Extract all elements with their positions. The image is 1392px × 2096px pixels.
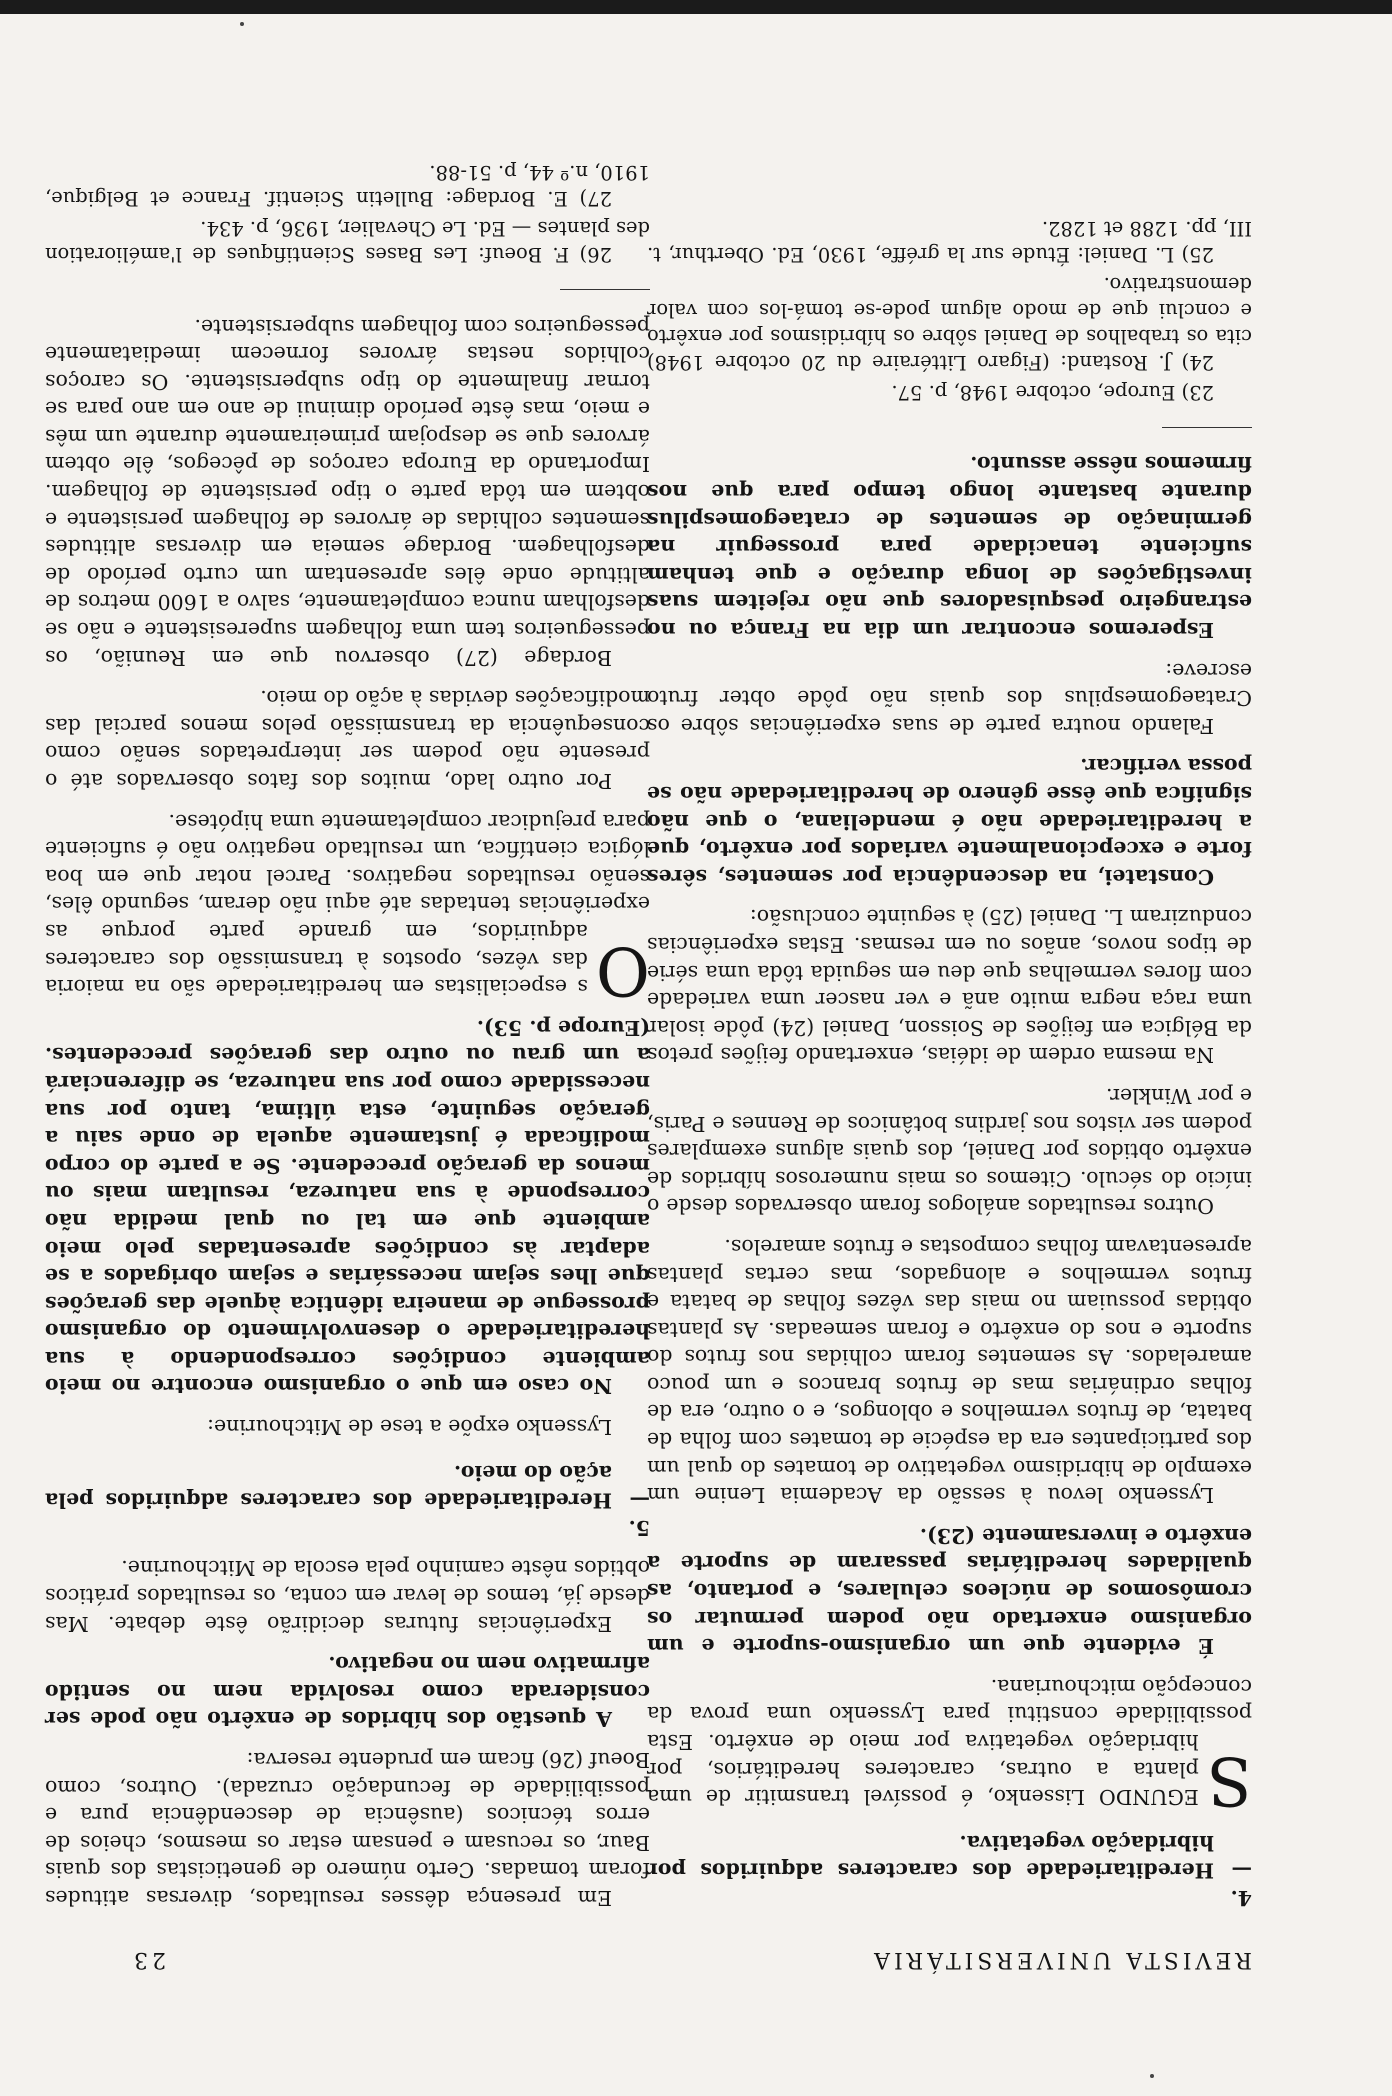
footnote-24: 24) J. Rostand: (Figaro Littéraire du 20 octobre 1948) cita os trabalhos de Daniel sôbre os híbridismos por enxêrto e conclui que de modo algum pode-se tomá-los com valor demonstrativo. — [647, 272, 1252, 374]
running-head — [130, 1942, 1252, 1972]
footnote-rule — [1162, 427, 1252, 428]
paragraph-bold: A questão dos híbridos de enxêrto não pode ser considerada como resolvida nem no sentido afirmativo nem no negativo. — [45, 1652, 650, 1732]
footnote-25: 25) L. Daniel: Étude sur la gréffe, 1930, Ed. Oberthur, t. III, pp. 1288 et 1282. — [647, 216, 1252, 266]
paragraph: Em presença dêsses resultados, diversas atitudes foram tomadas. Certo número de geneticistas dos quais Baur, os recusam e pensam estar os mesmos, cheios de erros técnicos (ausência de descendência pura e possibilidade de fecundação cruzada). Outros, como Boeuf (26) ficam em prudente reserva: — [45, 1748, 650, 1910]
drop-cap-o: O — [595, 932, 650, 1010]
section-5-heading — [45, 1458, 650, 1541]
paragraph: Na mesma ordem de idéias, enxertando feijões pretos da Bélgica em feijões de Soisson, Daniel (24) pôde isolar uma raça negra muito anã e ver nascer uma variedade com flores vermelhas que deu em seguida tôda uma série de tipos novos, anãos ou em resmas. Estas experiências conduziram L. Daniel (25) à seguinte conclusão: — [647, 905, 1252, 1068]
section-4-title: Hereditariedade dos caracteres adquiridos por hibridação vegetativa. — [647, 1830, 1214, 1883]
drop-cap-s: S — [1206, 1742, 1252, 1820]
paragraph: Por outro lado, muitos dos fatos observados até o presente não podem ser interpretados senão como consequência da transmissão pelos menos parcial das modificações devidas à ação do meio. — [45, 686, 650, 794]
right-column — [45, 155, 650, 1911]
paragraph: Bordage (27) observou que em Reunião, os pessegueiros tem uma folhagem superesistente e não se desfolham nunca completamente, salvo a 1600 metros de altitude onde êles apresentam um curto período de desfolhagem. Bordage semeia em diversas altitudes sementes colhidas de árvores de folhagem persistente e obtem em tôda parte o tipo persistente de folhagem. Importando da Europa caroços de pêcegos, êle obtem árvores que se despojam primeiramente durante um mês e meio, mas êste período diminui de ano em ano para se tornar finalmente do tipo subpersistente. Os caroços colhidos nestas árvores fornecem imediatamente pessegueiros com folhagem subpersistente. — [45, 314, 650, 670]
footnote-rule — [560, 289, 650, 290]
section-4-heading — [647, 1828, 1252, 1911]
paragraph-bold: É evidente que um organismo-suporte e um organismo enxertado não podem permutar os cromôsomos de núcleos celulares, e portanto, as qualidades hereditárias passaram de suporte a enxêrto e inversamente (23). — [647, 1523, 1252, 1659]
paragraph: Outros resultados análogos foram observados desde o início do século. Citemos os mais numerosos híbridos de enxêrto obtidos por Daniel, dos quais alguns exemplares podem ser vistos nos jardins botânicos de Rennes e Paris, e por Winkler. — [647, 1083, 1252, 1219]
paragraph-bold: No caso em que o organismo encontre no meio ambiente condições correspondendo à sua hereditariedade o desenvolvimento do organismo prossegue de maneira idêntica àquele das gerações que lhes sejam necessárias e sejam obrigados a se adaptar às condições apresentadas pelo meio ambiente que em tal ou qual medida não corresponde à sua natureza, resultam mais ou menos da geração precedente. Se a parte do corpo modificada é justamente aquela de onde saiu a geração seguinte, esta última, tanto por sua necessidade como por sua natureza, se diferenciará a um grau ou outro das gerações precedentes. (Europe p. 53). — [45, 1015, 650, 1399]
paragraph-bold: Esperemos encontrar um dia na França ou no estrangeiro pesquisadores que não rejeitem suas investigações de longa duração e que tenham suficiente tenacidade para prosseguir na germinação de sementes de crataegomespilus durante bastante longo tempo para que nos firmemos nêsse assunto. — [647, 452, 1252, 643]
paragraph: Experiências futuras decidirão êste debate. Mas desde já, temos de levar em conta, os resultados práticos obtidos nêste caminho pela escola de Mitchourine. — [45, 1556, 650, 1636]
paragraph: Falando noutra parte de suas experiências sôbre os Crataegomespilus dos quais não pôde obter fruto escreve: — [647, 658, 1252, 738]
paragraph: Lyssenko expõe a tese de Mitchourine: — [207, 1415, 612, 1440]
paragraph: S EGUNDO Lissenko, é possível transmitir de uma planta a outras, caracteres hereditários, por hibridação vegetativa por meio de enxêrto. Esta possibilidade constitui para Lyssenko uma prova da concepção mitchouriana. — [647, 1674, 1252, 1820]
footnote-27: 27) E. Bordage: Bulletin Scientif. France et Belgique, 1910, n.º 44, p. 51-88. — [45, 160, 650, 210]
page-number: 23 — [130, 1947, 166, 1972]
left-column — [647, 211, 1252, 1911]
footnote-23: 23) Europe, octobre 1948, p. 57. — [891, 380, 1214, 404]
paragraph: O s especialistas em hereditariedade são na maioria das vêzes, opostos à transmissão dos caracteres adquiridos, em grande parte porque as experiências tentadas até aqui não deram, segundo êles, senão resultados negativos. Parcel notar que em boa lógica científica, um resultado negativo não é suficiente para prejudicar completamente uma hipótese. — [45, 809, 650, 1010]
paragraph-bold: Constatei, na descendência por sementes, sêres forte e excepcionalmente variados por enxêrto, que a hereditariedade não é mendeliana, o que não significa que êsse gênero de hereditariedade não se possa verificar. — [647, 754, 1252, 889]
section-4-number: 4. — — [1230, 1858, 1252, 1910]
paragraph: Lyssenko levou à sessão da Academia Lenine um exemplo de hibridismo vegetativo de tomates do qual um dos participantes era da espécie de tomates com folha de batata, de frutos vermelhos e oblongos, e o outro, era de folhas ordinárias mas de frutos brancos e um pouco amarelados. As sementes foram colhidas nos frutos do suporte e nos do enxêrto e foram semeadas. As plantas obtidas possuiam no mais das vêzes folhas de batata e frutos vermelhos e alongados, mas certas plantas apresentavam folhas compostas e frutos amarelos. — [647, 1234, 1252, 1508]
footnote-26: 26) F. Boeuf: Les Bases Scientifiques de l'amélioration des plantes — Ed. Le Chevalier, 1936, p. 434. — [45, 216, 650, 266]
journal-title: REVISTA UNIVERSITÁRIA — [870, 1947, 1252, 1972]
section-5-number: 5. — — [628, 1488, 650, 1540]
section-5-title: Hereditariedade dos caracteres adquiridos pela ação do meio. — [45, 1460, 612, 1513]
